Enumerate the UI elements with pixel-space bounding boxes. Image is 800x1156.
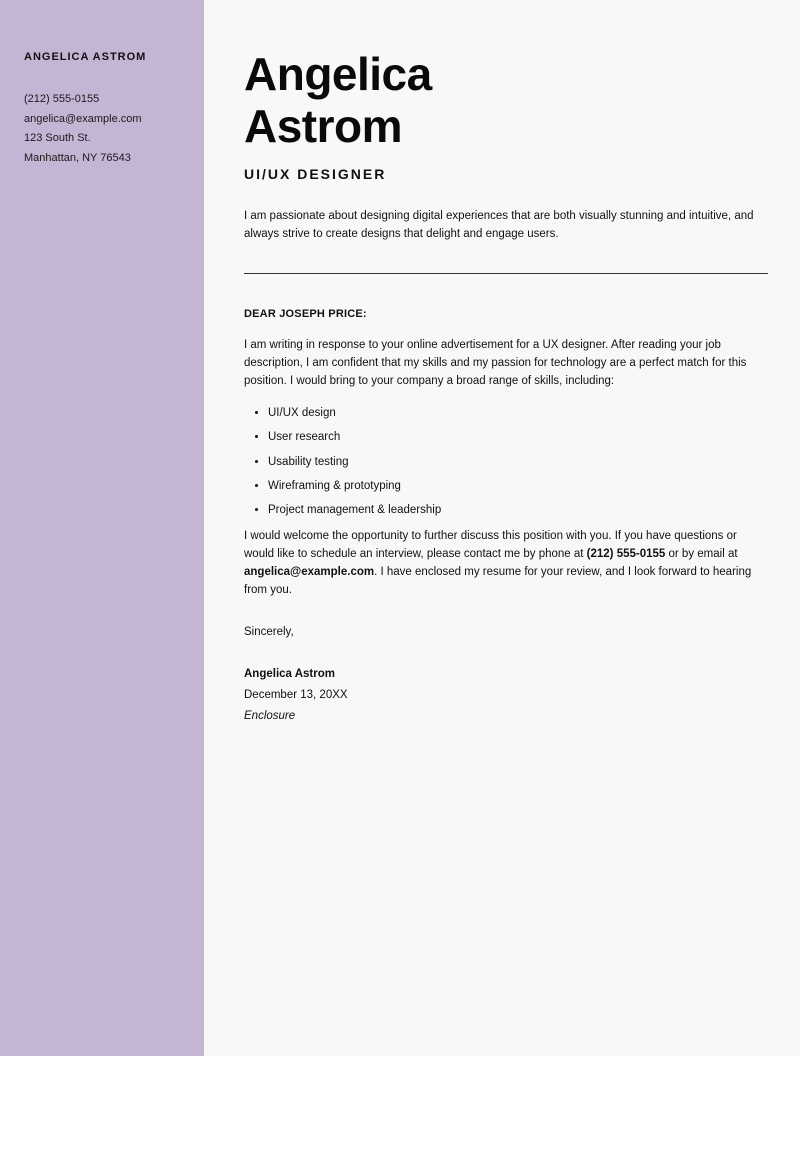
first-name: Angelica	[244, 48, 432, 100]
skills-list	[244, 406, 768, 517]
list-item: • User research	[268, 430, 768, 444]
contact-street: 123 South St.	[24, 132, 91, 145]
divider	[244, 273, 768, 274]
paragraph-2-text: . I have enclosed my resume for your review, and I look forward to hearing from you.	[244, 566, 752, 597]
paragraph-2	[244, 527, 768, 599]
contact-city: Manhattan, NY 76543	[24, 151, 131, 164]
sidebar-name: ANGELICA ASTROM	[24, 51, 147, 63]
salutation: DEAR JOSEPH PRICE:	[244, 308, 367, 320]
page-title	[244, 48, 768, 152]
list-item: • Project management & leadership	[268, 503, 768, 517]
paragraph-1: I am writing in response to your online advertisement for a UX designer. After reading your job description, I am confident that my skills and my passion for technology are a perfect match for this position. I would bring to your company a broad range of skills, including:	[244, 339, 747, 387]
list-item: • UI/UX design	[268, 406, 768, 420]
list-item: • Wireframing & prototyping	[268, 479, 768, 493]
job-title: UI/UX DESIGNER	[244, 166, 387, 182]
letter-body	[204, 0, 800, 1056]
email-bold: angelica@example.com	[244, 566, 375, 579]
list-item: • Usability testing	[268, 455, 768, 469]
intro-text: I am passionate about designing digital experiences that are both visually stunning and intuitive, and always strive to create designs that delight and engage users.	[244, 210, 754, 240]
paragraph-2-text: or by email at	[665, 548, 738, 561]
signature-name: Angelica Astrom	[244, 668, 335, 681]
paragraph-2-text: I would welcome the opportunity to further discuss this position with you. If you have questions or would like to schedule an interview, please contact me by phone at	[244, 530, 737, 561]
contact-email: angelica@example.com	[24, 112, 142, 125]
letter-date: December 13, 20XX	[244, 689, 348, 702]
contact-phone: (212) 555-0155	[24, 93, 100, 105]
sidebar	[0, 0, 204, 1056]
phone-bold: (212) 555-0155	[586, 548, 666, 561]
closing: Sincerely,	[244, 626, 294, 639]
enclosure-note: Enclosure	[244, 710, 296, 723]
last-name: Astrom	[244, 100, 403, 152]
